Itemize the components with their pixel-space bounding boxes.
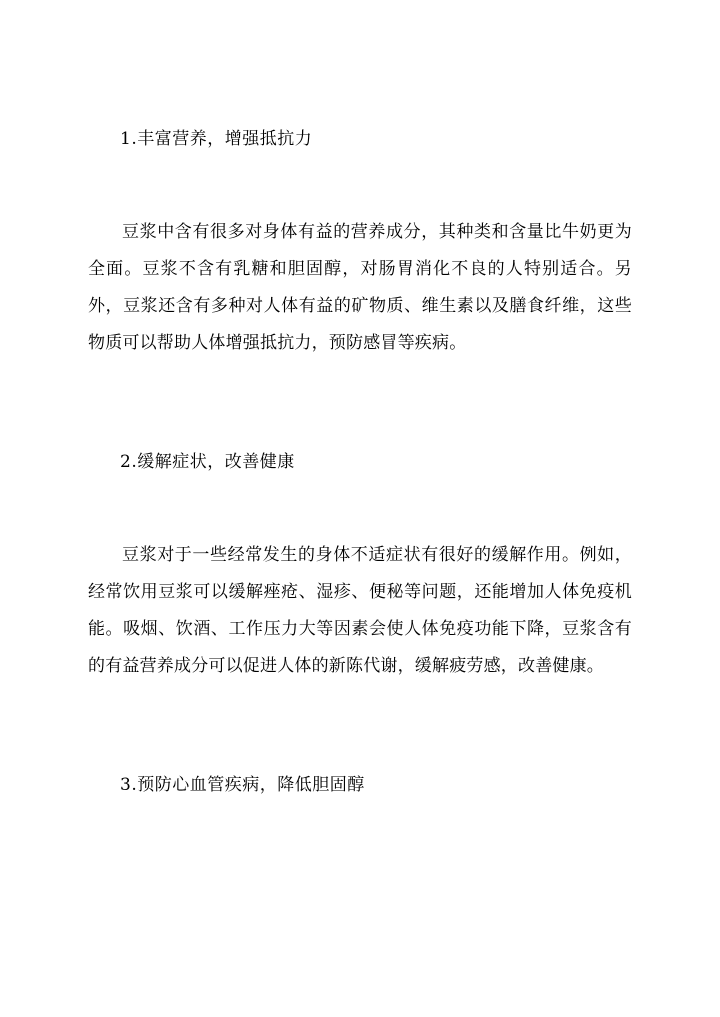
section-paragraph-2: 豆浆对于一些经常发生的身体不适症状有很好的缓解作用。例如，经常饮用豆浆可以缓解痤疮、湿疹、便秘等问题，还能增加人体免疫机能。吸烟、饮酒、工作压力大等因素会使人体免疫功能下降，豆浆含有的有益营养成分可以促进人体的新陈代谢，缓解疲劳感，改善健康。 (88, 545, 632, 676)
section-heading-3: 3.预防心血管疾病，降低胆固醇 (120, 775, 365, 795)
section-paragraph-1: 豆浆中含有很多对身体有益的营养成分，其种类和含量比牛奶更为全面。豆浆不含有乳糖和胆固醇，对肠胃消化不良的人特别适合。另外，豆浆还含有多种对人体有益的矿物质、维生素以及膳食纤维，这些物质可以帮助人体增强抵抗力，预防感冒等疾病。 (88, 222, 632, 353)
section-heading-2: 2.缓解症状，改善健康 (120, 452, 295, 472)
section-heading-1: 1.丰富营养，增强抵抗力 (120, 129, 313, 149)
